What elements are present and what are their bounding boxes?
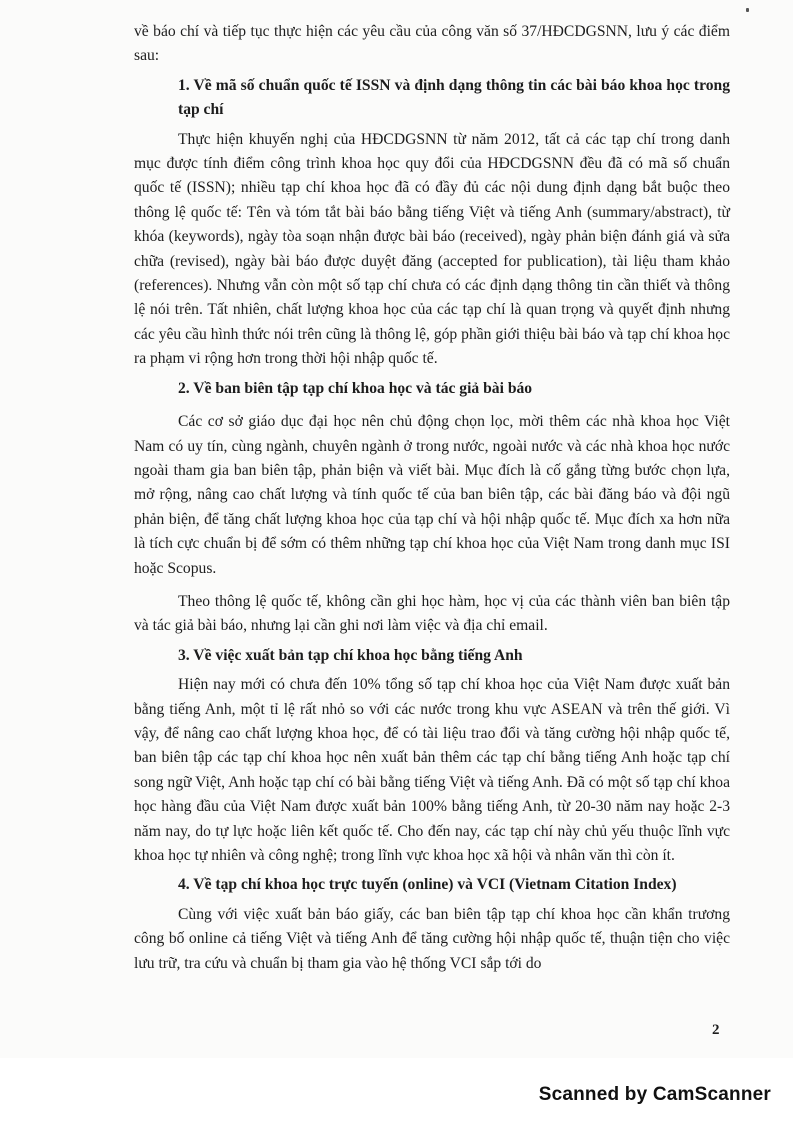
section-2-paragraph-2: Theo thông lệ quốc tế, không cần ghi học hàm, học vị của các thành viên ban biên tập và tác giả bài báo, nhưng lại cần ghi nơi làm việc và địa chỉ email. <box>134 592 730 635</box>
page-number: 2 <box>712 1022 720 1038</box>
scanner-watermark: Scanned by CamScanner <box>538 1084 771 1105</box>
section-1-paragraph-1: Thực hiện khuyến nghị của HĐCDGSNN từ năm 2012, tất cả các tạp chí trong danh mục được tính điểm công trình khoa học quy đổi của HĐCDGSNN đều đã có mã số chuẩn quốc tế (ISSN); nhiều tạp chí khoa học đã có đầy đủ các nội dung định dạng bắt buộc theo thông lệ quốc tế: Tên và tóm tắt bài báo bằng tiếng Việt và tiếng Anh (summary/abstract), từ khóa (keywords), ngày tòa soạn nhận được bài báo (received), ngày phản biện đánh giá và sửa chữa (revised), ngày bài báo được duyệt đăng (accepted for publication), tài liệu tham khảo (references). Nhưng vẫn còn một số tạp chí chưa có các định dạng thông tin cần thiết và thông lệ nói trên. Tất nhiên, chất lượng khoa học của các tạp chí là quan trọng và quyết định nhưng các yêu cầu hình thức nói trên cũng là thông lệ, góp phần giới thiệu bài báo và tạp chí khoa học ra phạm vi rộng hơn trong thời hội nhập quốc tế. <box>134 130 730 368</box>
section-4-paragraph-1: Cùng với việc xuất bản báo giấy, các ban biên tập tạp chí khoa học cần khẩn trương công bố online cả tiếng Việt và tiếng Anh để tăng cường hội nhập quốc tế, thuận tiện cho việc lưu trữ, tra cứu và chuẩn bị tham gia vào hệ thống VCI sắp tới do <box>134 905 730 972</box>
scanner-footer <box>0 1058 793 1122</box>
section-2-paragraph-1: Các cơ sở giáo dục đại học nên chủ động chọn lọc, mời thêm các nhà khoa học Việt Nam có uy tín, cùng ngành, chuyên ngành ở trong nước, ngoài nước và các nhà khoa học nước ngoài tham gia ban biên tập, phản biện và viết bài. Mục đích là cố gắng từng bước chọn lựa, mở rộng, nâng cao chất lượng và tính quốc tế của ban biên tập, các bài đăng báo và đội ngũ phản biện, để tăng chất lượng khoa học của tạp chí và hội nhập quốc tế. Mục đích xa hơn nữa là tích cực chuẩn bị để sớm có thêm những tạp chí khoa học của Việt Nam trong danh mục ISI hoặc Scopus. <box>134 413 730 577</box>
section-2-heading: 2. Về ban biên tập tạp chí khoa học và tác giả bài báo <box>178 379 533 397</box>
section-3-heading: 3. Về việc xuất bản tạp chí khoa học bằng tiếng Anh <box>178 646 523 664</box>
section-3-paragraph-1: Hiện nay mới có chưa đến 10% tổng số tạp chí khoa học của Việt Nam được xuất bản bằng tiếng Anh, một tỉ lệ rất nhỏ so với các nước trong khu vực ASEAN và trên thế giới. Vì vậy, để nâng cao chất lượng khoa học, để có tài liệu trao đổi và tăng cường hội nhập quốc tế, ban biên tập các tạp chí khoa học nên xuất bản thêm các tạp chí bằng tiếng Anh hoặc tạp chí song ngữ Việt, Anh hoặc tạp chí có bài bằng tiếng Việt và tiếng Anh. Đã có một số tạp chí khoa học hàng đầu của Việt Nam được xuất bản 100% bằng tiếng Anh, từ 20-30 năm nay hoặc 2-3 năm nay, do tự lực hoặc liên kết quốc tế. Cho đến nay, các tạp chí này chủ yếu thuộc lĩnh vực khoa học tự nhiên và công nghệ; trong lĩnh vực khoa học xã hội và nhân văn thì còn ít. <box>134 676 730 864</box>
section-4-heading: 4. Về tạp chí khoa học trực tuyến (online) và VCI (Vietnam Citation Index) <box>178 876 677 894</box>
scan-speck <box>746 8 749 12</box>
intro-paragraph: về báo chí và tiếp tục thực hiện các yêu cầu của công văn số 37/HĐCDGSNN, lưu ý các điểm sau: <box>134 23 730 65</box>
document-body <box>134 20 730 976</box>
section-1-heading: 1. Về mã số chuẩn quốc tế ISSN và định dạng thông tin các bài báo khoa học trong tạp chí <box>178 76 730 119</box>
